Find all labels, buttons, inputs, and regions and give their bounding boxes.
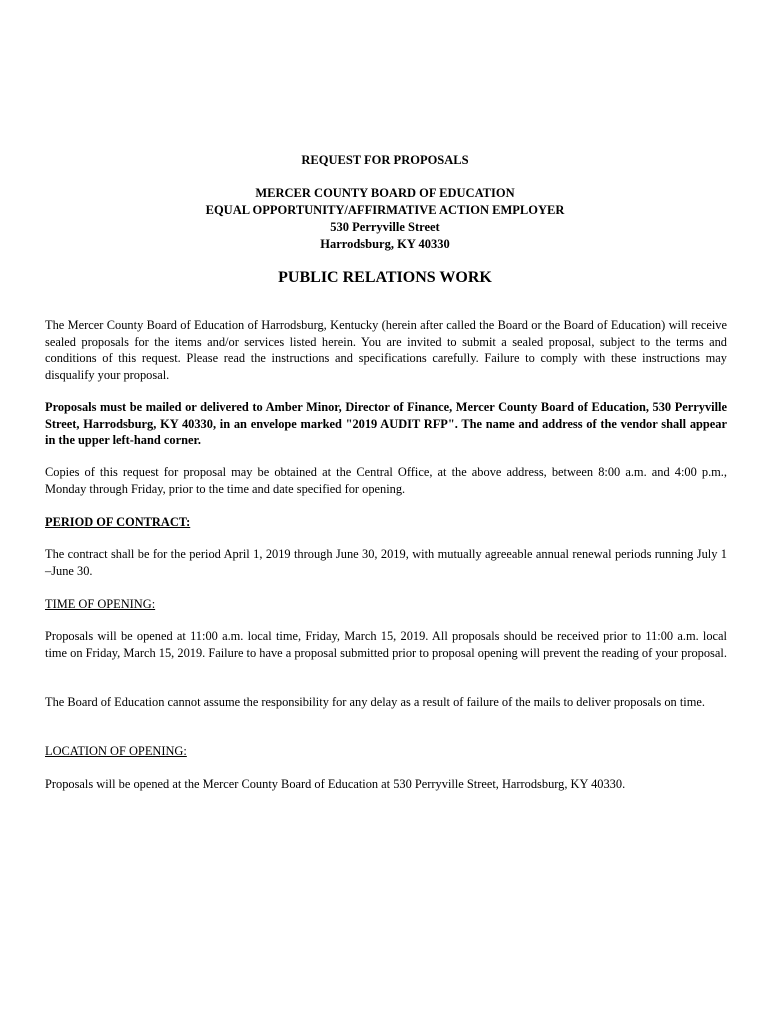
contract-paragraph: The contract shall be for the period April 1, 2019 through June 30, 2019, with mutually agreeable annual renewal periods running July 1 –June 30. (45, 547, 727, 578)
street-address: 530 Perryville Street (330, 220, 440, 234)
org-header-block (0, 185, 770, 253)
location-paragraph: Proposals will be opened at the Mercer County Board of Education at 530 Perryville Street, Harrodsburg, KY 40330. (45, 777, 626, 791)
opening-time-paragraph: Proposals will be opened at 11:00 a.m. local time, Friday, March 15, 2019. All proposals should be received prior to 11:00 a.m. local time on Friday, March 15, 2019. Failure to have a proposal submitted prior to proposal opening will prevent the reading of your proposal. (45, 629, 727, 660)
rfp-label: REQUEST FOR PROPOSALS (301, 153, 469, 167)
rfp-label-block (0, 152, 770, 169)
time-of-opening-heading: TIME OF OPENING: (45, 597, 156, 611)
copies-paragraph: Copies of this request for proposal may be obtained at the Central Office, at the above address, between 8:00 a.m. and 4:00 p.m., Monday through Friday, prior to the time and date specified for opening. (45, 465, 727, 496)
city-address: Harrodsburg, KY 40330 (320, 237, 450, 251)
period-of-contract-heading: PERIOD OF CONTRACT: (45, 515, 191, 529)
submission-paragraph: Proposals must be mailed or delivered to Amber Minor, Director of Finance, Mercer County Board of Education, 530 Perryville Street, Harrodsburg, KY 40330, in an envelope marked "2019 AUDIT RFP". The name and address of the vendor shall appear in the upper left-hand corner. (45, 400, 727, 447)
intro-paragraph: The Mercer County Board of Education of Harrodsburg, Kentucky (herein after called the Board or the Board of Education) will receive sealed proposals for the items and/or services listed herein. You are invited to submit a sealed proposal, subject to the terms and conditions of this request. Please read the instructions and specifications carefully. Failure to comply with these instructions may disqualify your proposal. (45, 318, 727, 382)
delay-paragraph: The Board of Education cannot assume the responsibility for any delay as a result of failure of the mails to deliver proposals on time. (45, 695, 705, 709)
location-of-opening-heading: LOCATION OF OPENING: (45, 744, 187, 758)
document-title: PUBLIC RELATIONS WORK (278, 269, 492, 286)
employer-line: EQUAL OPPORTUNITY/AFFIRMATIVE ACTION EMPLOYER (205, 203, 565, 217)
org-name: MERCER COUNTY BOARD OF EDUCATION (255, 186, 515, 200)
